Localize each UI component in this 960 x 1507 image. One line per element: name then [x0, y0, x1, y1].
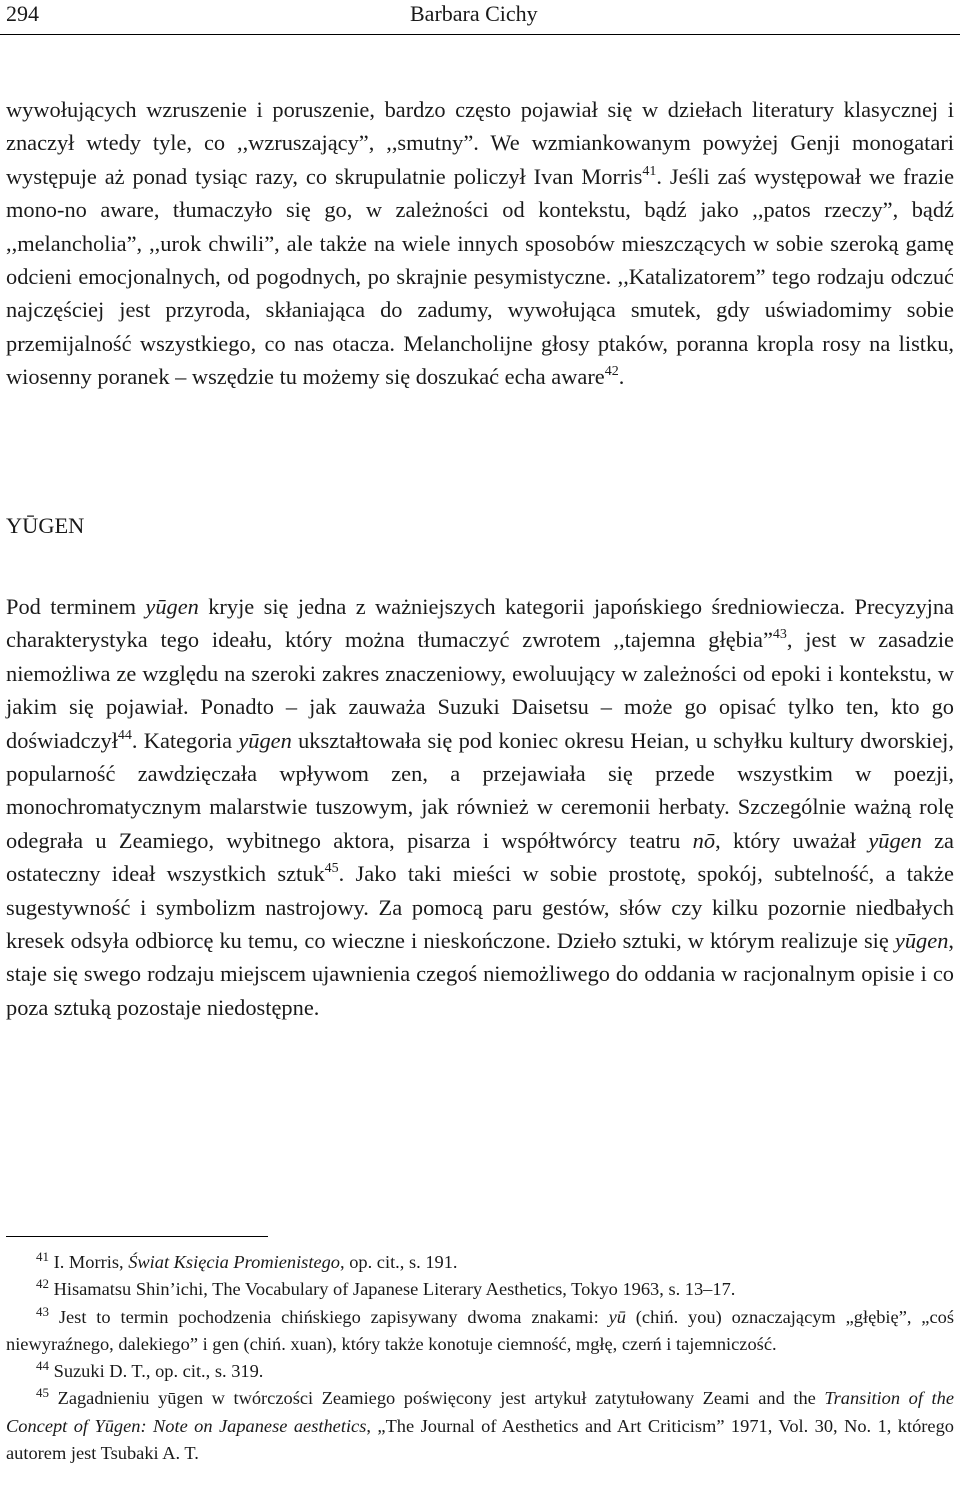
footnote-41 [6, 1249, 954, 1276]
footnote-ref-44[interactable]: 44 [117, 727, 132, 743]
paragraph-yugen [6, 590, 954, 1024]
footnote-ref-43[interactable]: 43 [772, 627, 787, 643]
term-italic: yūgen [145, 594, 199, 619]
footnote-number: 41 [36, 1249, 49, 1264]
term-italic: yūgen [238, 727, 292, 753]
paragraph-text [6, 93, 954, 394]
text-span: kryje się jedna z ważniejszych kategorii japońskiego średniowiecza. Precyzyjna charakterystyka tego ideału, który można tłumaczyć zwrotem ,,tajemna głębia” [6, 594, 954, 653]
footnote-text: (chiń. you) oznaczającym „głębię”, „coś niewyraźnego, dalekiego” i gen (chiń. xuan), który także konotuje ciemność, mgłę, czerń i tajemniczość. [6, 1306, 954, 1354]
footnote-number: 44 [36, 1358, 49, 1374]
footnotes [6, 1249, 954, 1467]
footnote-text: , op. cit., s. 191. [340, 1252, 458, 1272]
paragraph-text [6, 590, 954, 1024]
footnote-text: Zagadnieniu yūgen w twórczości Zeamiego poświęcony jest artykuł zatytułowany Zeami and the [49, 1388, 825, 1409]
text-span: , jest w zasadzie niemożliwa ze względu na szeroki zakres znaczeniowy, ewoluujący w zależności od epoki i kontekstu, w jakim się pojawiał. Ponadto – jak zauważa Suzuki Daisetsu – może go opisać tylko ten, kto go doświadczył [6, 627, 954, 753]
page-header [0, 0, 960, 35]
footnote-title: Świat Księcia Promienistego [128, 1252, 341, 1272]
footnote-text: Jest to termin pochodzenia chińskiego zapisywany dwoma znakami: [49, 1306, 609, 1327]
section-heading: YŪGEN [6, 513, 85, 538]
footnote-text: , „The Journal of Aesthetics and Art Criticism” 1971, Vol. 30, No. 1, którego autorem jest Tsubaki A. T. [6, 1415, 954, 1464]
footnote-text: Suzuki D. T., op. cit., s. 319. [49, 1361, 264, 1382]
footnote-number: 42 [36, 1276, 49, 1292]
footnote-44 [6, 1358, 954, 1385]
footnote-term: yū [608, 1306, 626, 1327]
footnote-text: I. Morris, [49, 1252, 129, 1272]
footnote-43 [6, 1304, 954, 1359]
text-span: za ostateczny ideał wszystkich sztuk [6, 827, 954, 887]
term-italic: yūgen [894, 928, 949, 954]
footnote-title: Transition of the Concept of Yūgen: Note on Japanese aesthetics [6, 1388, 954, 1436]
footnote-42 [6, 1276, 954, 1303]
text-span: , który uważał [715, 827, 869, 853]
footnote-number: 43 [36, 1303, 49, 1319]
text-span: . Jeśli zaś występował we frazie mono-no aware, tłumaczyło się go, w zależności od kontekstu, bądź jako ,,patos rzeczy”, bądź ,,melancholia”, ,,urok chwili”, ale także na wiele innych sposobów mieszczących w sobie szeroką gamę odcieni emocjonalnych, od pogodnych, po skrajnie pesymistyczne. ,,Katalizatorem” tego rodzaju odczuć najczęściej jest przyroda, skłaniająca do zadumy, wywołująca smutek, gdy uświadomimy sobie przemijalność wszystkiego, co nas otacza. Melancholijne głosy ptaków, poranna kropla rosy na listku, wiosenny poranek – wszędzie tu możemy się doszukać echa aware [6, 163, 955, 390]
text-span: , staje się swego rodzaju miejscem ujawnienia czegoś niemożliwego do oddania w racjonalnym opisie i co poza sztuką pozostaje niedostępne. [6, 928, 954, 1020]
running-head-author: Barbara Cichy [410, 1, 538, 26]
paragraph-aware [6, 93, 954, 394]
footnote-ref-41[interactable]: 41 [642, 163, 657, 179]
text-span: . Kategoria [131, 727, 239, 753]
term-italic: nō [692, 827, 716, 853]
text-span: . [618, 364, 625, 390]
footnote-ref-45[interactable]: 45 [324, 861, 339, 877]
text-span: . Jako taki mieści w sobie prostotę, spokój, subtelność, a także sugestywność i symbolizm nastrojowy. Za pomocą paru gestów, słów czy kilku pozornie niedbałych kresek odsyła odbiorcę ku temu, co wieczne i nieskończone. Dzieło sztuki, w którym realizuje się [6, 861, 954, 954]
text-span: wywołujących wzruszenie i poruszenie, bardzo często pojawiał się w dziełach literatury klasycznej i znaczył wtedy tyle, co ,,wzruszający”, ,,smutny”. We wzmiankowanym powyżej Genji monogatari występuje aż ponad tysiąc razy, co skrupulatnie policzył Ivan Morris [6, 97, 954, 189]
footnote-number: 45 [36, 1385, 49, 1401]
footnote-ref-42[interactable]: 42 [604, 364, 619, 380]
text-span: ukształtowała się pod koniec okresu Heian, u schyłku kultury dworskiej, popularność zawdzięczała wpływom zen, a przejawiała się przede wszystkim w poezji, monochromatycznym malarstwie tuszowym, jak również w ceremonii herbaty. Szczególnie ważną rolę odegrała u Zeamiego, wybitnego aktora, pisarza i współtwórcy teatru [6, 727, 954, 853]
footnote-45 [6, 1385, 954, 1467]
footnote-divider [6, 1236, 268, 1237]
page-number: 294 [6, 1, 39, 26]
term-italic: yūgen [868, 827, 922, 853]
footnote-text: Hisamatsu Shin’ichi, The Vocabulary of Japanese Literary Aesthetics, Tokyo 1963, s. 13–17. [49, 1279, 736, 1300]
text-span: Pod terminem [6, 594, 146, 619]
